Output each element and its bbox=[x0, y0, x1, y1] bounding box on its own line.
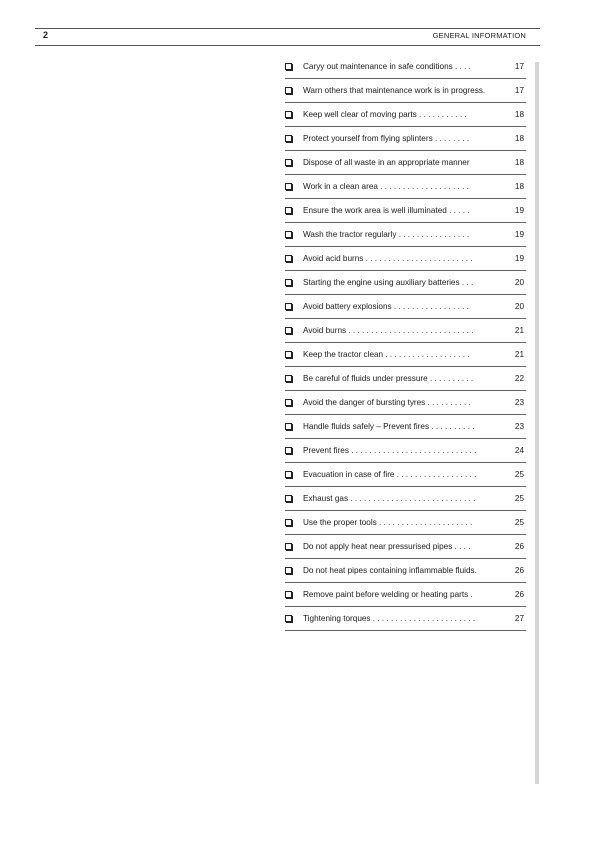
toc-item-page: 18 bbox=[514, 110, 524, 119]
toc-item-label: Avoid acid burns . . . . . . . . . . . . . . . . . . . . . . . . bbox=[303, 254, 473, 263]
toc-item bbox=[285, 511, 526, 535]
toc-item-page: 21 bbox=[514, 326, 524, 335]
section-title: GENERAL INFORMATION bbox=[432, 31, 526, 40]
checkbox-icon bbox=[285, 231, 292, 238]
checkbox-icon bbox=[285, 159, 292, 166]
toc-item bbox=[285, 103, 526, 127]
toc-item bbox=[285, 463, 526, 487]
toc-item-page: 18 bbox=[514, 182, 524, 191]
checkbox-icon bbox=[285, 111, 292, 118]
checkbox-icon bbox=[285, 183, 292, 190]
checkbox-icon bbox=[285, 399, 292, 406]
toc-item-page: 25 bbox=[514, 494, 524, 503]
toc-item-page: 27 bbox=[514, 614, 524, 623]
toc-item bbox=[285, 535, 526, 559]
toc-item bbox=[285, 271, 526, 295]
toc-item bbox=[285, 415, 526, 439]
toc-item-page: 22 bbox=[514, 374, 524, 383]
checkbox-icon bbox=[285, 519, 292, 526]
toc-item-page: 26 bbox=[514, 590, 524, 599]
checkbox-icon bbox=[285, 303, 292, 310]
toc-item bbox=[285, 127, 526, 151]
checkbox-icon bbox=[285, 447, 292, 454]
toc-item-label: Handle fluids safely – Prevent fires . . . . . . . . . . bbox=[303, 422, 475, 431]
toc-item bbox=[285, 583, 526, 607]
checkbox-icon bbox=[285, 63, 292, 70]
toc-item-page: 17 bbox=[514, 62, 524, 71]
toc-item-label: Ensure the work area is well illuminated . . . . . bbox=[303, 206, 470, 215]
toc-item-page: 24 bbox=[514, 446, 524, 455]
toc-item-page: 17 bbox=[514, 86, 524, 95]
toc-item-label: Exhaust gas . . . . . . . . . . . . . . . . . . . . . . . . . . . . bbox=[303, 494, 476, 503]
checkbox-icon bbox=[285, 495, 292, 502]
checkbox-icon bbox=[285, 615, 292, 622]
checkbox-icon bbox=[285, 135, 292, 142]
toc-item bbox=[285, 199, 526, 223]
toc-item-page: 18 bbox=[514, 158, 524, 167]
toc-item-label: Remove paint before welding or heating parts . bbox=[303, 590, 473, 599]
toc-item bbox=[285, 487, 526, 511]
toc-item bbox=[285, 559, 526, 583]
toc-item bbox=[285, 319, 526, 343]
side-rule bbox=[535, 62, 539, 784]
checkbox-icon bbox=[285, 543, 292, 550]
toc-item bbox=[285, 151, 526, 175]
toc-item bbox=[285, 247, 526, 271]
checkbox-icon bbox=[285, 567, 292, 574]
toc-item-page: 23 bbox=[514, 422, 524, 431]
toc-item-label: Wash the tractor regularly . . . . . . . . . . . . . . . . bbox=[303, 230, 470, 239]
toc-item bbox=[285, 175, 526, 199]
toc-item bbox=[285, 391, 526, 415]
page-number: 2 bbox=[43, 30, 49, 40]
toc-item bbox=[285, 79, 526, 103]
toc-item bbox=[285, 55, 526, 79]
checkbox-icon bbox=[285, 375, 292, 382]
toc-item-page: 18 bbox=[514, 134, 524, 143]
toc-item-label: Do not apply heat near pressurised pipes . . . . bbox=[303, 542, 471, 551]
checkbox-icon bbox=[285, 591, 292, 598]
toc-item-page: 23 bbox=[514, 398, 524, 407]
toc-item-page: 19 bbox=[514, 230, 524, 239]
toc-item-label: Do not heat pipes containing inflammable fluids. bbox=[303, 566, 477, 575]
table-of-contents bbox=[285, 55, 526, 631]
checkbox-icon bbox=[285, 87, 292, 94]
toc-item-page: 20 bbox=[514, 278, 524, 287]
checkbox-icon bbox=[285, 471, 292, 478]
toc-item-label: Avoid battery explosions . . . . . . . . . . . . . . . . . bbox=[303, 302, 469, 311]
toc-item bbox=[285, 223, 526, 247]
toc-item-label: Keep the tractor clean . . . . . . . . . . . . . . . . . . . bbox=[303, 350, 470, 359]
page-header bbox=[35, 28, 540, 46]
toc-item-label: Prevent fires . . . . . . . . . . . . . . . . . . . . . . . . . . . . bbox=[303, 446, 477, 455]
toc-item-page: 19 bbox=[514, 254, 524, 263]
toc-item-label: Be careful of fluids under pressure . . . . . . . . . . bbox=[303, 374, 474, 383]
toc-item bbox=[285, 295, 526, 319]
toc-item-label: Use the proper tools . . . . . . . . . . . . . . . . . . . . . bbox=[303, 518, 473, 527]
toc-item-label: Starting the engine using auxiliary batteries . . . bbox=[303, 278, 474, 287]
toc-item bbox=[285, 607, 526, 631]
toc-item-label: Dispose of all waste in an appropriate manner bbox=[303, 158, 470, 167]
toc-item-label: Protect yourself from flying splinters . . . . . . . . bbox=[303, 134, 470, 143]
toc-item-page: 20 bbox=[514, 302, 524, 311]
checkbox-icon bbox=[285, 207, 292, 214]
checkbox-icon bbox=[285, 255, 292, 262]
toc-item-page: 26 bbox=[514, 542, 524, 551]
toc-item-label: Work in a clean area . . . . . . . . . . . . . . . . . . . . bbox=[303, 182, 469, 191]
toc-item bbox=[285, 439, 526, 463]
toc-item-label: Avoid burns . . . . . . . . . . . . . . . . . . . . . . . . . . . . bbox=[303, 326, 474, 335]
checkbox-icon bbox=[285, 279, 292, 286]
toc-item-label: Caryy out maintenance in safe conditions . . . . bbox=[303, 62, 471, 71]
toc-item-label: Warn others that maintenance work is in progress. bbox=[303, 86, 486, 95]
toc-item-page: 26 bbox=[514, 566, 524, 575]
checkbox-icon bbox=[285, 423, 292, 430]
toc-item-page: 19 bbox=[514, 206, 524, 215]
checkbox-icon bbox=[285, 327, 292, 334]
toc-item-label: Tightening torques . . . . . . . . . . . . . . . . . . . . . . . bbox=[303, 614, 476, 623]
toc-item bbox=[285, 367, 526, 391]
checkbox-icon bbox=[285, 351, 292, 358]
toc-item-page: 25 bbox=[514, 470, 524, 479]
toc-item bbox=[285, 343, 526, 367]
toc-item-page: 21 bbox=[514, 350, 524, 359]
toc-item-label: Evacuation in case of fire . . . . . . . . . . . . . . . . . . bbox=[303, 470, 477, 479]
toc-item-page: 25 bbox=[514, 518, 524, 527]
toc-item-label: Avoid the danger of bursting tyres . . . . . . . . . . bbox=[303, 398, 471, 407]
toc-item-label: Keep well clear of moving parts . . . . . . . . . . . bbox=[303, 110, 467, 119]
